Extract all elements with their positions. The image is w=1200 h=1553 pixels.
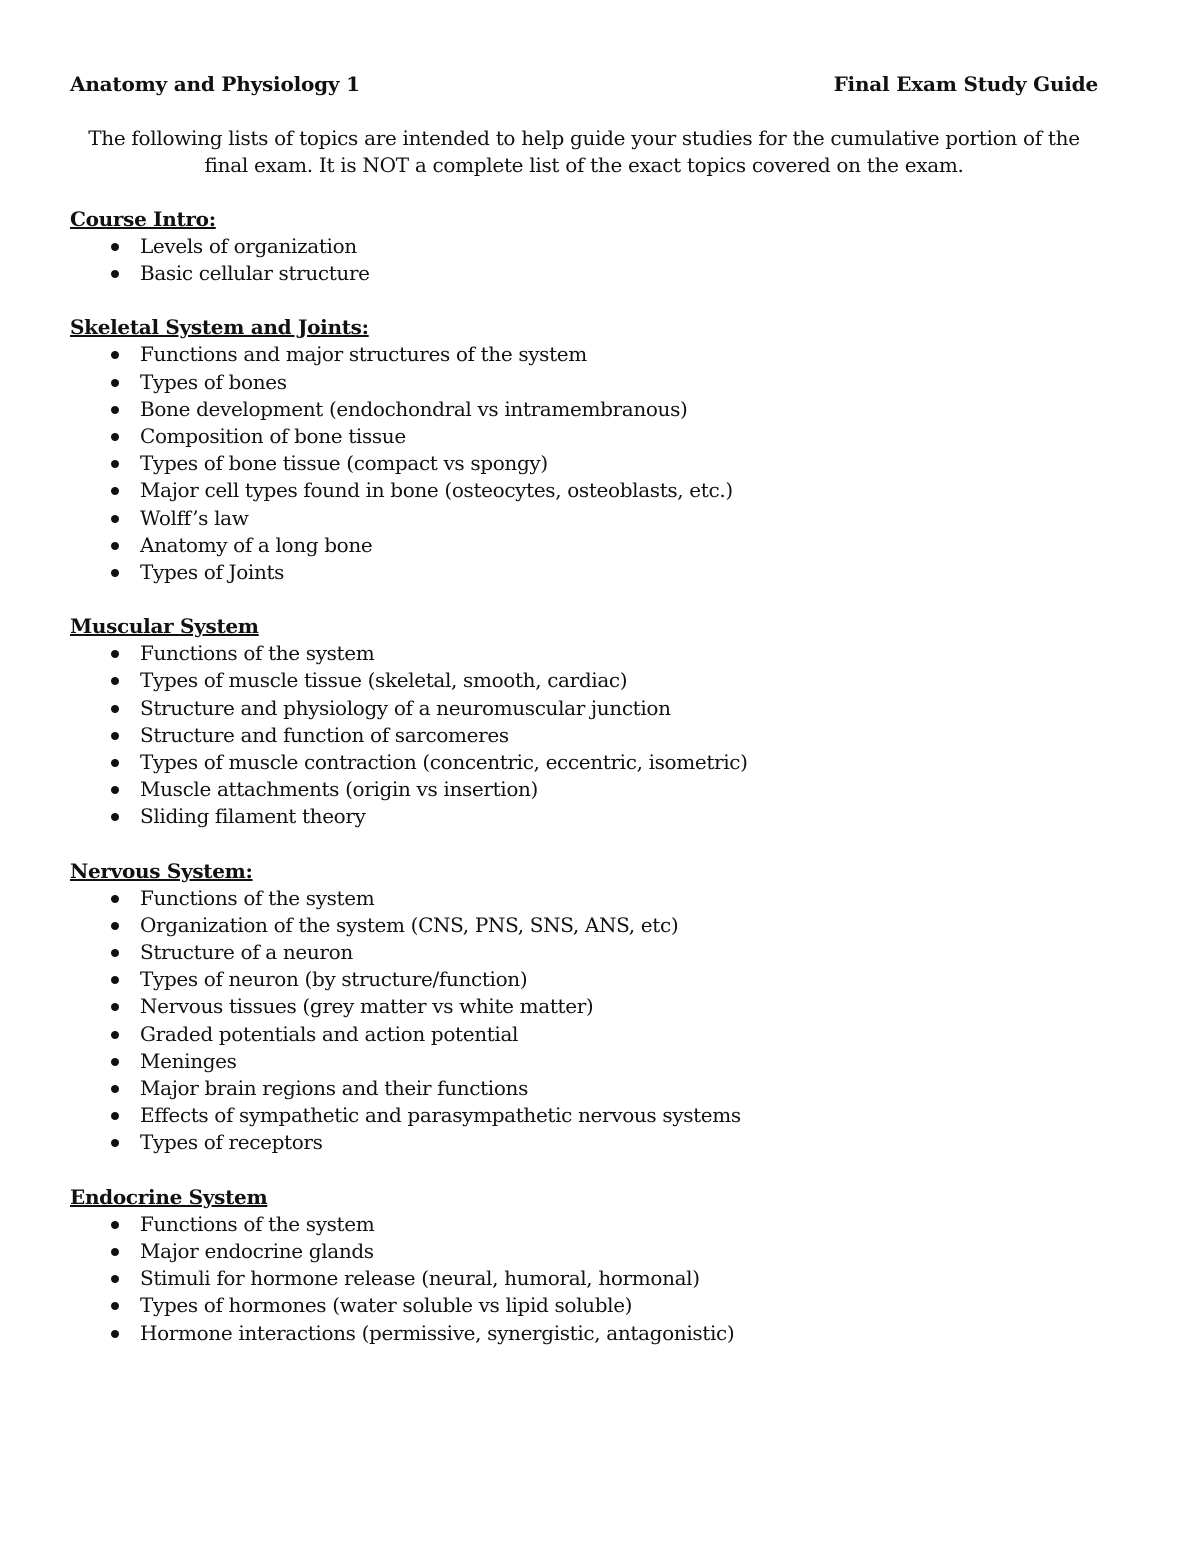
list-item-text: Hormone interactions (permissive, synergistic, antagonistic) [140, 1320, 735, 1345]
bullet-icon [111, 1275, 119, 1283]
list-item [70, 939, 1098, 966]
bullet-icon [111, 922, 119, 930]
list-item-text: Functions of the system [140, 641, 375, 666]
list-item [70, 749, 1098, 776]
bullet-icon [111, 515, 119, 523]
topic-list [70, 341, 1098, 586]
bullet-icon [111, 1221, 119, 1229]
bullet-icon [111, 433, 119, 441]
list-item-text: Structure and function of sarcomeres [140, 722, 509, 747]
topic-list [70, 885, 1098, 1157]
bullet-icon [111, 406, 119, 414]
list-item-text: Stimuli for hormone release (neural, humoral, hormonal) [140, 1266, 700, 1291]
bullet-icon [111, 650, 119, 658]
list-item-text: Types of muscle contraction (concentric, eccentric, isometric) [140, 750, 748, 775]
list-item-text: Bone development (endochondral vs intramembranous) [140, 396, 688, 421]
list-item [70, 1265, 1098, 1292]
topic-section [70, 858, 1098, 1157]
intro-paragraph: The following lists of topics are intended to help guide your studies for the cumulative portion of the final exam. It is NOT a complete list of the exact topics covered on the exam. [88, 126, 1080, 177]
list-item [70, 1292, 1098, 1319]
list-item-text: Muscle attachments (origin vs insertion) [140, 777, 539, 802]
bullet-icon [111, 1302, 119, 1310]
list-item [70, 341, 1098, 368]
bullet-icon [111, 1330, 119, 1338]
list-item [70, 260, 1098, 287]
list-item [70, 1102, 1098, 1129]
bullet-icon [111, 1139, 119, 1147]
bullet-icon [111, 759, 119, 767]
bullet-icon [111, 379, 119, 387]
list-item [70, 1211, 1098, 1238]
list-item [70, 559, 1098, 586]
list-item [70, 505, 1098, 532]
list-item [70, 369, 1098, 396]
course-title: Anatomy and Physiology 1 [70, 72, 360, 96]
topic-section [70, 1184, 1098, 1347]
bullet-icon [111, 1031, 119, 1039]
bullet-icon [111, 786, 119, 794]
list-item-text: Types of bone tissue (compact vs spongy) [140, 451, 548, 476]
list-item-text: Functions and major structures of the system [140, 342, 587, 367]
bullet-icon [111, 1248, 119, 1256]
bullet-icon [111, 677, 119, 685]
list-item-text: Types of Joints [140, 560, 285, 585]
list-item [70, 912, 1098, 939]
list-item [70, 1075, 1098, 1102]
list-item-text: Basic cellular structure [140, 261, 370, 286]
list-item-text: Types of muscle tissue (skeletal, smooth, cardiac) [140, 668, 628, 693]
bullet-icon [111, 569, 119, 577]
list-item-text: Structure and physiology of a neuromuscular junction [140, 695, 671, 720]
bullet-icon [111, 895, 119, 903]
topic-section [70, 206, 1098, 287]
section-heading: Nervous System: [70, 858, 253, 883]
topic-section [70, 613, 1098, 830]
list-item-text: Composition of bone tissue [140, 424, 406, 449]
bullet-icon [111, 813, 119, 821]
section-heading: Endocrine System [70, 1184, 268, 1209]
bullet-icon [111, 732, 119, 740]
list-item [70, 477, 1098, 504]
list-item [70, 532, 1098, 559]
list-item-text: Levels of organization [140, 234, 357, 258]
list-item-text: Structure of a neuron [140, 940, 353, 965]
list-item-text: Major cell types found in bone (osteocytes, osteoblasts, etc.) [140, 478, 733, 503]
bullet-icon [111, 705, 119, 713]
list-item-text: Wolff’s law [140, 505, 249, 530]
topic-list [70, 1211, 1098, 1347]
list-item-text: Nervous tissues (grey matter vs white matter) [140, 994, 594, 1019]
bullet-icon [111, 351, 119, 359]
list-item [70, 1021, 1098, 1048]
list-item [70, 803, 1098, 830]
list-item [70, 396, 1098, 423]
bullet-icon [111, 542, 119, 550]
bullet-icon [111, 487, 119, 495]
section-heading: Course Intro: [70, 207, 216, 231]
list-item-text: Types of neuron (by structure/function) [140, 967, 528, 992]
bullet-icon [111, 460, 119, 468]
list-item [70, 776, 1098, 803]
list-item-text: Types of hormones (water soluble vs lipid soluble) [140, 1293, 633, 1318]
document-header [70, 72, 1098, 102]
list-item-text: Meninges [140, 1048, 237, 1073]
list-item-text: Functions of the system [140, 885, 375, 910]
list-item [70, 966, 1098, 993]
list-item [70, 885, 1098, 912]
list-item [70, 233, 1098, 260]
list-item [70, 722, 1098, 749]
list-item [70, 423, 1098, 450]
list-item [70, 667, 1098, 694]
topic-sections [70, 206, 1098, 1347]
list-item-text: Types of receptors [140, 1130, 323, 1155]
list-item-text: Major brain regions and their functions [140, 1076, 528, 1101]
topic-list [70, 640, 1098, 830]
bullet-icon [111, 243, 119, 251]
bullet-icon [111, 1058, 119, 1066]
section-heading: Muscular System [70, 614, 259, 639]
bullet-icon [111, 1112, 119, 1120]
bullet-icon [111, 1003, 119, 1011]
list-item-text: Sliding filament theory [140, 804, 366, 829]
list-item-text: Anatomy of a long bone [140, 532, 373, 557]
list-item-text: Types of bones [140, 369, 287, 394]
list-item [70, 1048, 1098, 1075]
bullet-icon [111, 1085, 119, 1093]
list-item-text: Graded potentials and action potential [140, 1021, 519, 1046]
list-item [70, 1320, 1098, 1347]
list-item [70, 640, 1098, 667]
section-heading: Skeletal System and Joints: [70, 315, 369, 340]
bullet-icon [111, 976, 119, 984]
list-item [70, 450, 1098, 477]
guide-title: Final Exam Study Guide [833, 72, 1098, 96]
document-page [70, 72, 1098, 1347]
list-item-text: Organization of the system (CNS, PNS, SNS, ANS, etc) [140, 912, 679, 937]
bullet-icon [111, 270, 119, 278]
bullet-icon [111, 949, 119, 957]
list-item [70, 695, 1098, 722]
list-item-text: Functions of the system [140, 1211, 375, 1236]
list-item-text: Major endocrine glands [140, 1238, 374, 1263]
topic-section [70, 314, 1098, 586]
list-item-text: Effects of sympathetic and parasympathetic nervous systems [140, 1103, 741, 1128]
list-item [70, 1238, 1098, 1265]
topic-list [70, 233, 1098, 287]
list-item [70, 1129, 1098, 1156]
list-item [70, 993, 1098, 1020]
